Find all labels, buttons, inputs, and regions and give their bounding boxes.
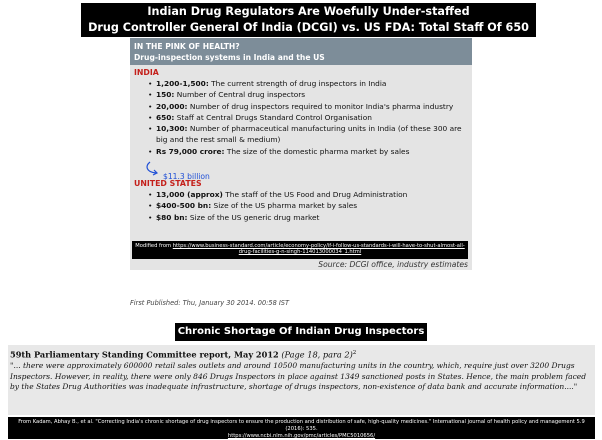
source-note: Source: DCGI office, industry estimates: [318, 260, 468, 269]
section-title: Chronic Shortage Of Indian Drug Inspectors: [175, 323, 427, 341]
quote-body: "... there were approximately 600000 retail sales outlets and around 10500 manufacturing units in the country, which, require just over 3200 Drugs Inspectors. However, in reality, there were only 846 Drugs Inspectors in place against 1349 sanctioned posts in States. Hence, the main problem faced by the States Drug Authorities was inadequate infrastructure, shortage of drugs inspectors, non-existence of data bank and accurate information....": [10, 360, 587, 392]
india-heading: INDIA: [134, 68, 159, 77]
list-item: • 150: Number of Central drug inspectors: [148, 89, 472, 100]
us-list: [134, 189, 472, 223]
quote-box: [8, 345, 595, 415]
list-item: • 1,200-1,500: The current strength of drug inspectors in India: [148, 78, 472, 89]
list-item: • 10,300: Number of pharmaceutical manufacturing units in India (of these 300 are big and the rest small & medium): [148, 123, 472, 146]
card-header: [130, 38, 472, 65]
citation-text: From Kadam, Abhay B., et al. "Correcting India's chronic shortage of drug inspectors to ensure the production and distribution of safe, high-quality medicines." International journal of health policy and management 5.9 (2016): 535.: [18, 419, 585, 432]
header-banner: [81, 3, 536, 37]
comparison-card: [130, 38, 472, 270]
citation-link[interactable]: https://www.ncbi.nlm.nih.gov/pmc/articles/PMC5010656/: [227, 433, 376, 439]
header-line-2: Drug Controller General Of India (DCGI) vs. US FDA: Total Staff Of 650: [88, 21, 529, 34]
card-body: [130, 65, 472, 223]
card-title: IN THE PINK OF HEALTH?: [134, 42, 240, 51]
report-title: 59th Parliamentary Standing Committee report, May 2012: [10, 349, 279, 360]
list-item: • 650: Staff at Central Drugs Standard Control Organisation: [148, 112, 472, 123]
quote-header: [10, 348, 591, 361]
header-line-1: Indian Drug Regulators Are Woefully Under-staffed: [147, 5, 470, 18]
source-link[interactable]: https://www.business-standard.com/article/economy-policy/if-i-follow-us-standards-i-will-have-to-shut-almost-all-drug-facilities-g-n-singh-114013000034_1.html: [172, 243, 465, 256]
india-list: [134, 78, 472, 157]
card-subtitle: Drug-inspection systems in India and the US: [134, 53, 325, 62]
published-date: First Published: Thu, January 30 2014. 00:58 IST: [130, 299, 290, 307]
list-item: • $400-500 bn: Size of the US pharma market by sales: [148, 200, 472, 211]
list-item: • 20,000: Number of drug inspectors required to monitor India's pharma industry: [148, 101, 472, 112]
modified-from-note: Modified from https://www.business-standard.com/article/economy-policy/if-i-follow-us-standards-i-will-have-to-shut-almost-all-drug-facilities-g-n-singh-114013000034_1.html: [132, 241, 468, 259]
us-heading: UNITED STATES: [134, 179, 202, 189]
report-ref: (Page 18, para 2): [278, 349, 353, 360]
list-item: • $80 bn: Size of the US generic drug market: [148, 212, 472, 223]
usd-conversion-note: $11.3 billion: [163, 172, 210, 181]
citation: [8, 417, 595, 439]
list-item: • Rs 79,000 crore: The size of the domestic pharma market by sales: [148, 146, 472, 157]
curved-arrow-icon: [144, 160, 164, 178]
footnote-mark: 2: [352, 350, 357, 356]
list-item: • 13,000 (approx) The staff of the US Food and Drug Administration: [148, 189, 472, 200]
